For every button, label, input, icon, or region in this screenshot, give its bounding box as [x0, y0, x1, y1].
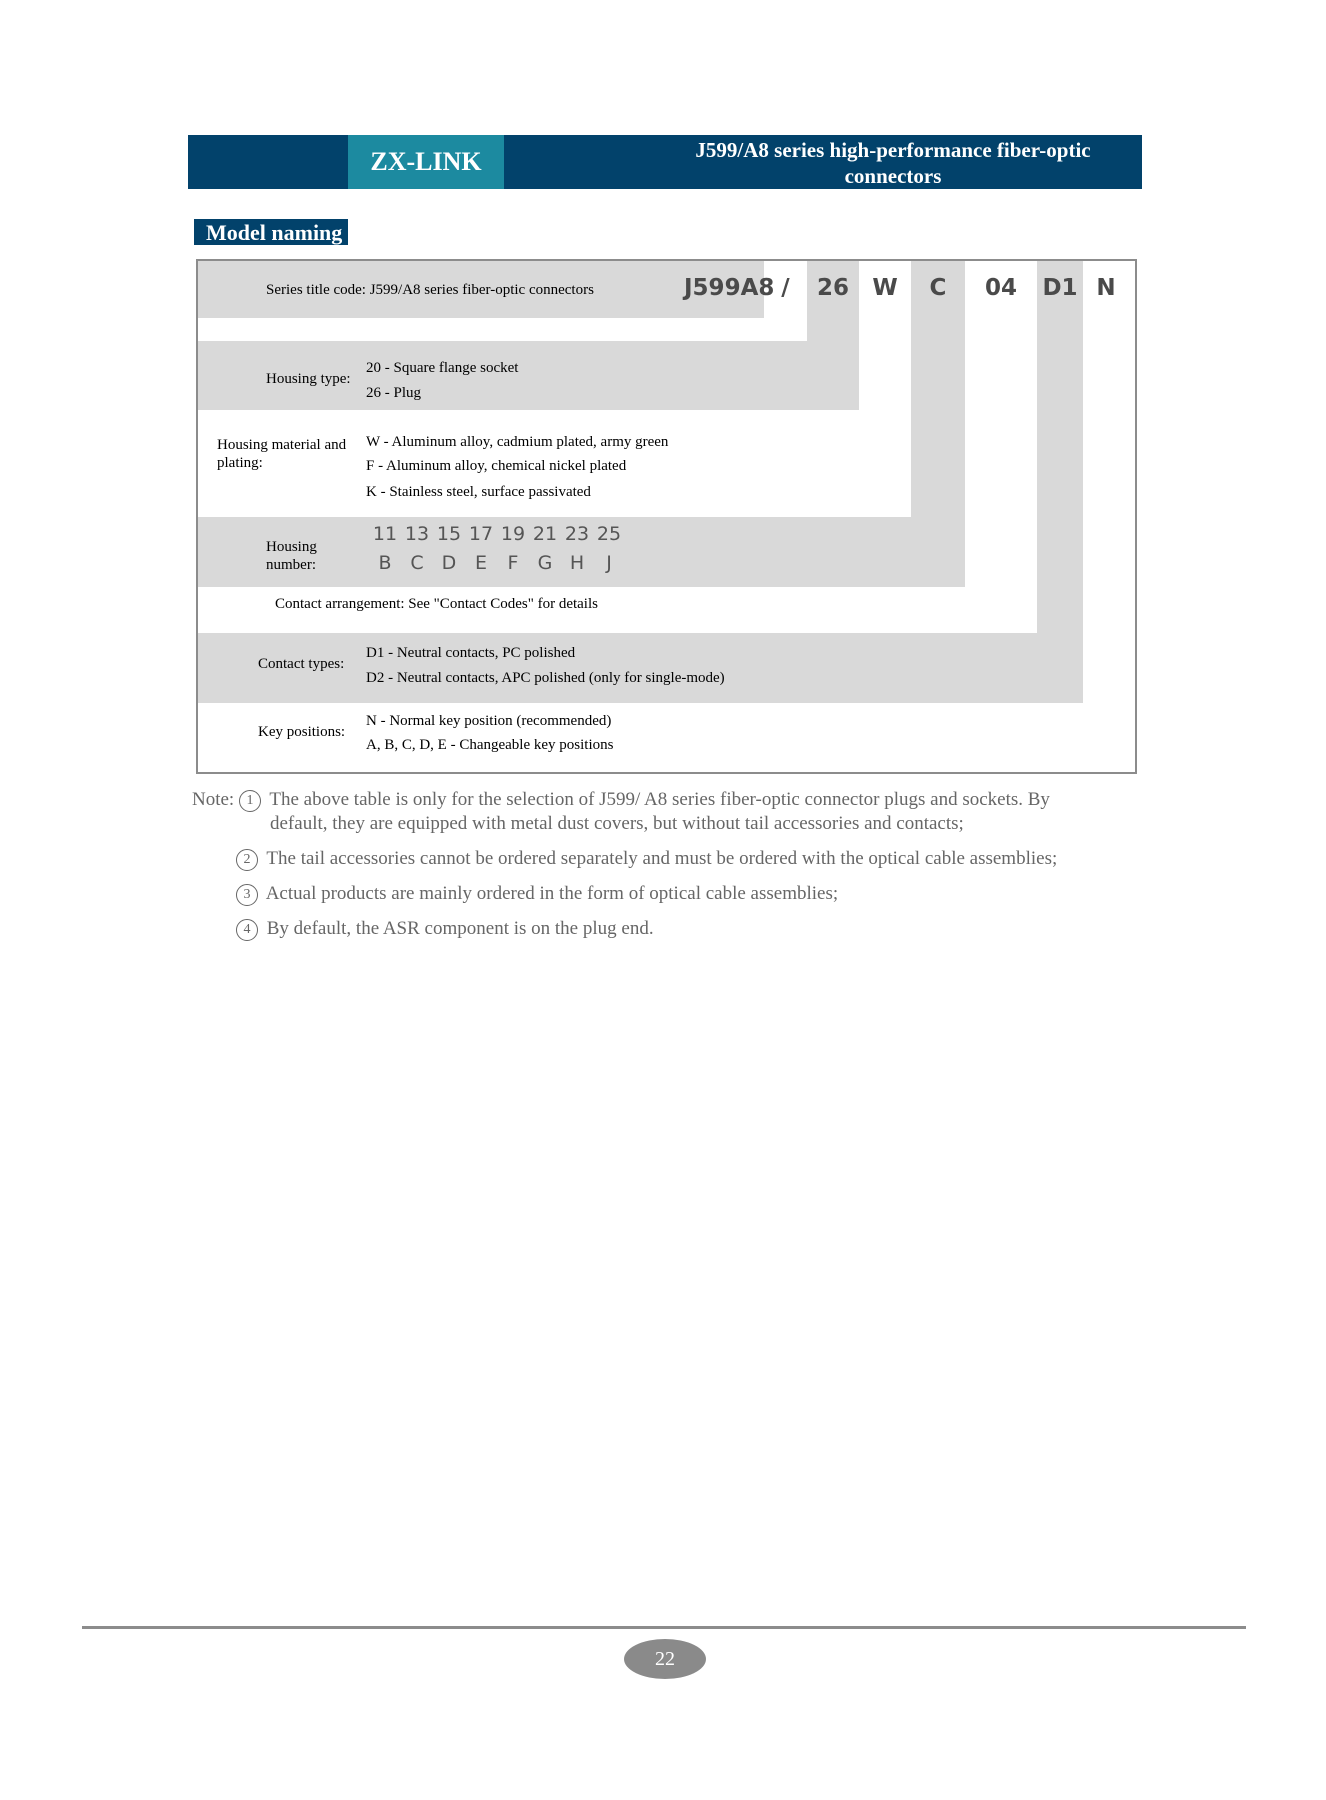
contact-type-option: D1 - Neutral contacts, PC polished [366, 645, 576, 661]
document-title [658, 137, 1128, 189]
housing-letter-value: F [507, 552, 519, 574]
housing-type-option: 26 - Plug [366, 385, 422, 401]
housing-number-value: 21 [532, 523, 558, 545]
housing-letter-value: H [569, 552, 585, 574]
note-item-4 [236, 917, 654, 941]
housing-material-option: F - Aluminum alloy, chemical nickel plated [366, 458, 627, 474]
housing-material-option: W - Aluminum alloy, cadmium plated, army green [366, 434, 669, 450]
contact-types-column-shade [1037, 261, 1083, 703]
note-text: Actual products are mainly ordered in the form of optical cable assemblies; [265, 883, 839, 904]
code-key-position: N [1096, 275, 1116, 301]
housing-material-label-line2: plating: [217, 455, 263, 471]
housing-letter-value: E [474, 552, 488, 574]
contact-arrangement-label: Contact arrangement: See "Contact Codes" for details [275, 596, 598, 612]
note-text: The tail accessories cannot be ordered separately and must be ordered with the optical cable assemblies; [266, 848, 1058, 869]
housing-material-label-line1: Housing material and [217, 437, 347, 453]
series-label: Series title code: J599/A8 series fiber-optic connectors [266, 282, 594, 298]
code-housing-material: W [872, 275, 898, 301]
contact-types-label: Contact types: [258, 656, 345, 672]
housing-letter-value: D [441, 552, 457, 574]
note-item-1-continuation: default, they are equipped with metal dust covers, but without tail accessories and contacts; [270, 813, 964, 834]
note-item-3 [236, 882, 838, 906]
key-position-option: A, B, C, D, E - Changeable key positions [366, 737, 614, 753]
code-contact-type: D1 [1042, 275, 1078, 301]
note-item-1 [192, 788, 1050, 812]
note-text: The above table is only for the selection of J599/ A8 series fiber-optic connector plugs and sockets. By [269, 789, 1050, 810]
key-positions-label: Key positions: [258, 724, 346, 740]
note-number-badge: 4 [236, 919, 258, 941]
note-prefix: Note: [192, 789, 235, 810]
housing-number-value: 15 [436, 523, 462, 545]
note-item-2 [236, 847, 1057, 871]
document-title-line2: connectors [844, 164, 942, 188]
housing-letter-value: G [537, 552, 553, 574]
housing-type-label: Housing type: [266, 371, 351, 387]
housing-number-label-line2: number: [266, 557, 316, 573]
code-series: J599A8 [684, 275, 775, 301]
housing-number-value: 13 [404, 523, 430, 545]
housing-letter-value: C [410, 552, 424, 574]
key-position-option: N - Normal key position (recommended) [366, 713, 612, 729]
housing-letter-value: B [378, 552, 392, 574]
page-header-band [188, 135, 1142, 189]
housing-number-value: 19 [500, 523, 526, 545]
housing-number-value: 17 [468, 523, 494, 545]
contact-type-option: D2 - Neutral contacts, APC polished (only for single-mode) [366, 670, 725, 686]
housing-number-value: 23 [564, 523, 590, 545]
note-number-badge: 1 [239, 790, 261, 812]
footer-divider [82, 1626, 1246, 1629]
housing-type-option: 20 - Square flange socket [366, 360, 519, 376]
note-number-badge: 2 [236, 849, 258, 871]
housing-number-value: 25 [596, 523, 622, 545]
note-text: By default, the ASR component is on the plug end. [266, 918, 654, 939]
section-heading: Model naming [194, 219, 348, 245]
code-housing-type: 26 [816, 275, 849, 301]
housing-number-value: 11 [372, 523, 398, 545]
model-naming-table [196, 259, 1137, 774]
page-number-badge: 22 [624, 1639, 706, 1679]
note-number-badge: 3 [236, 884, 258, 906]
code-contact-arrangement: 04 [984, 275, 1017, 301]
code-slash: / [781, 275, 790, 301]
housing-material-option: K - Stainless steel, surface passivated [366, 484, 591, 500]
housing-number-label-line1: Housing [266, 539, 317, 555]
document-title-line1: J599/A8 series high-performance fiber-optic [695, 138, 1091, 162]
code-housing-number: C [929, 275, 947, 301]
housing-letter-value: J [606, 552, 612, 574]
brand-logo-text: ZX-LINK [348, 135, 504, 189]
